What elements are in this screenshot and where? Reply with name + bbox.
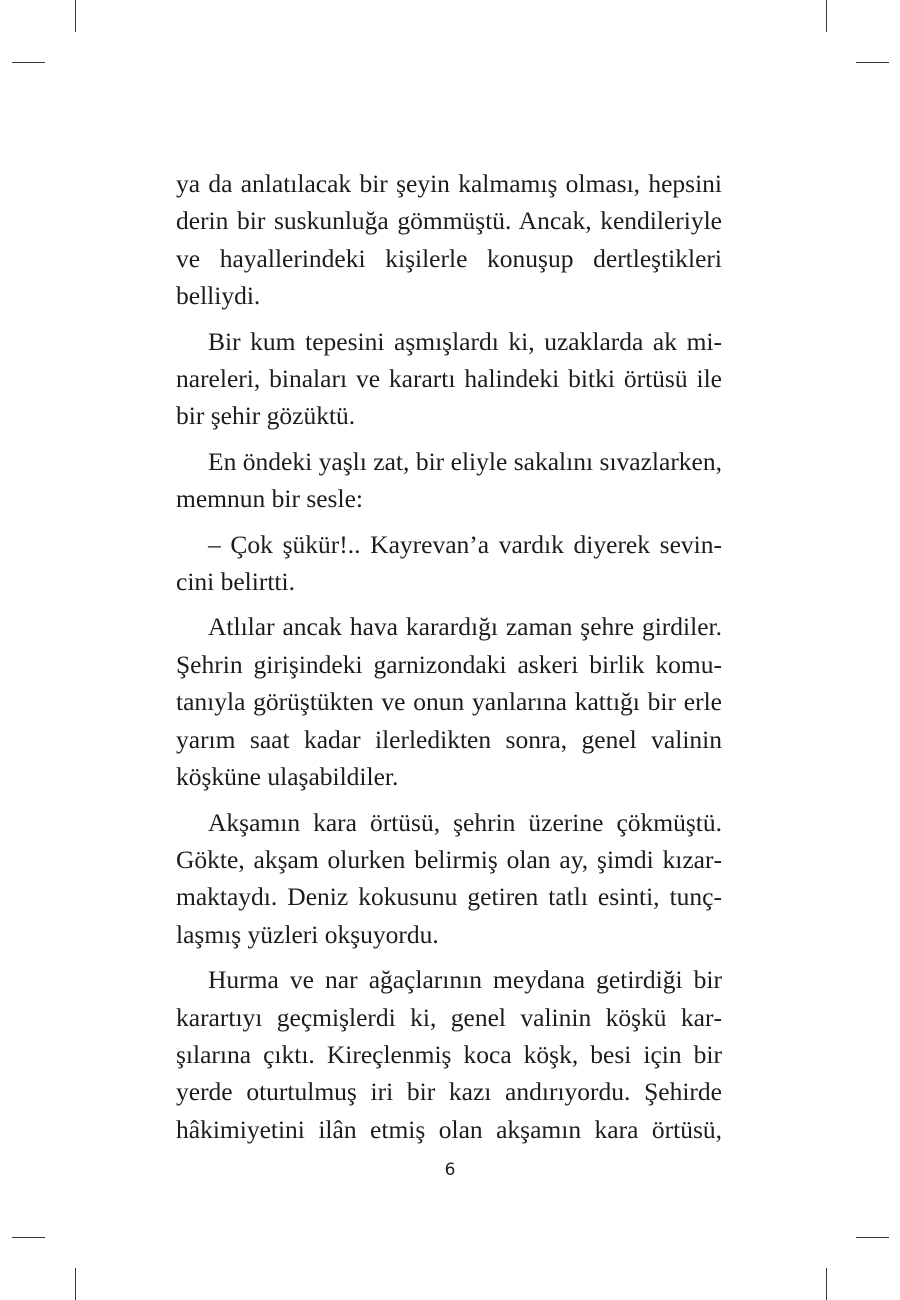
paragraph: Atlılar ancak hava karardığı zaman şehre girdiler. Şehrin girişindeki garnizondaki askeri birlik komutanıyla görüştükten ve onun yanlarına kattığı bir erle yarım saat kadar ilerledikten sonra, genel valinin köşküne ulaşabildiler. xyxy=(176,612,722,792)
crop-mark-top-left-horizontal xyxy=(12,62,45,63)
paragraph: En öndeki yaşlı zat, bir eliyle sakalını sıvazlarken, memnun bir sesle: xyxy=(176,446,722,514)
dialogue-paragraph: – Çok şükür!.. Kayrevan’a vardık diyerek sevincini belirtti. xyxy=(176,529,722,597)
paragraph-continuation: ya da anlatılacak bir şeyin kalmamış olması, hepsini derin bir suskunluğa gömmüştü. Ancak, kendileriyle ve hayallerindeki kişilerle konuşup dertleştikleri belliydi. xyxy=(176,169,722,311)
crop-mark-bottom-left xyxy=(75,1268,76,1300)
crop-mark-top-right xyxy=(826,0,827,32)
crop-mark-bottom-right xyxy=(826,1268,827,1300)
paragraph: Akşamın kara örtüsü, şehrin üzerine çökmüştü. Gökte, akşam olurken belirmiş olan ay, şimdi kızarmaktaydı. Deniz kokusunu getiren tatlı esinti, tunçlaşmış yüzleri okşuyordu. xyxy=(176,807,722,949)
crop-mark-top-right-horizontal xyxy=(856,62,889,63)
crop-mark-top-left xyxy=(75,0,76,32)
paragraph: Hurma ve nar ağaçlarının meydana getirdiği bir karartıyı geçmişlerdi ki, genel valinin köşkü karşılarına çıktı. Kireçlenmiş koca köşk, besi için bir yerde oturtulmuş iri bir kazı andırıyordu. Şehirde hâkimiyetini ilân etmiş olan akşamın kara örtüsü, xyxy=(176,965,722,1144)
paragraph: Bir kum tepesini aşmışlardı ki, uzaklarda ak minareleri, binaları ve karartı halindeki bitki örtüsü ile bir şehir gözüktü. xyxy=(176,326,722,431)
page-number: 6 xyxy=(444,1160,456,1180)
body-text xyxy=(176,165,722,1156)
crop-mark-bottom-right-horizontal xyxy=(856,1237,889,1238)
crop-mark-bottom-left-horizontal xyxy=(12,1237,45,1238)
